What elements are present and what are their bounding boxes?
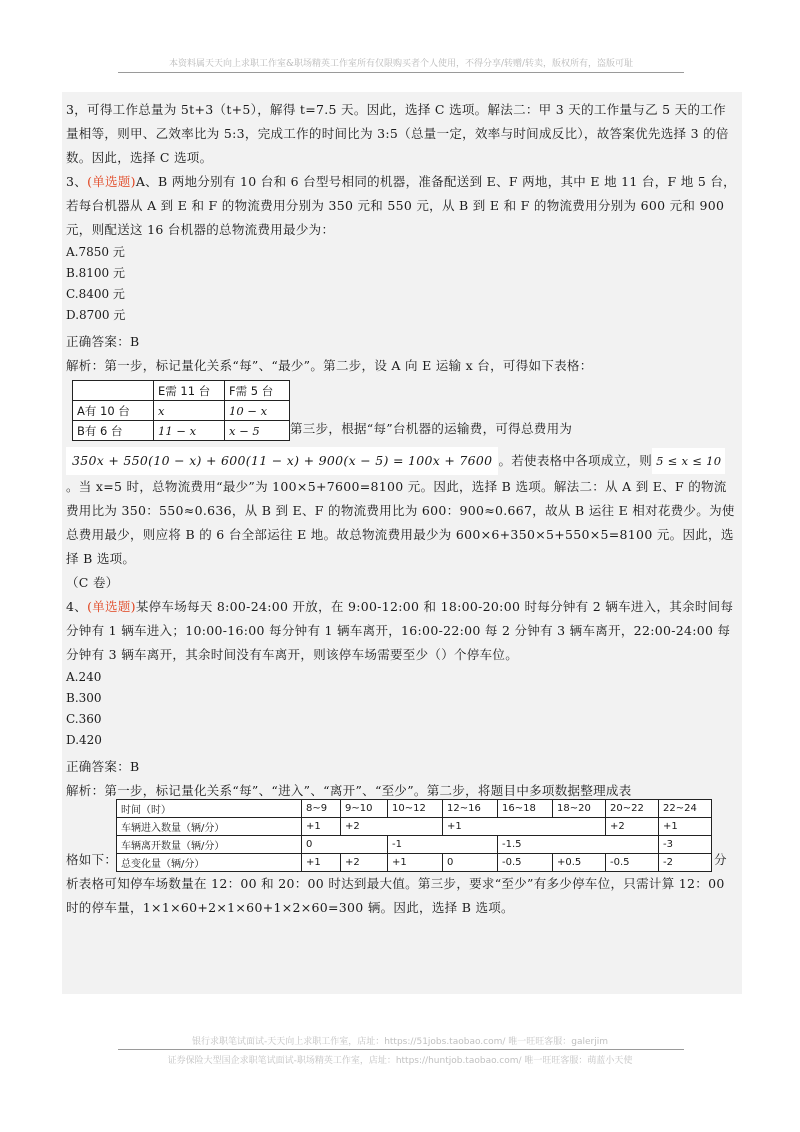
table-cell: 20~22 — [606, 800, 659, 818]
table-cell: +2 — [341, 818, 443, 836]
table-cell: +1 — [302, 854, 341, 872]
analysis-step-3: 。若使表格中各项成立，则 — [498, 453, 653, 468]
table-cell: E需 11 台 — [154, 381, 225, 401]
footer-line-2: 证券保险大型国企求职笔试面试-职场精英工作室，店址：https://huntjob.taobao.com/ 唯一旺旺客服：萌蓝小天使 — [167, 1056, 633, 1066]
option-d: D.420 — [66, 733, 102, 747]
option-a: A.240 — [66, 670, 102, 684]
analysis-lead: 格如下： — [66, 852, 118, 867]
answer: 正确答案：B — [66, 334, 140, 349]
table-cell: 0 — [443, 854, 498, 872]
footer-line-1: 银行求职笔试面试-天天向上求职工作室，店址：https://51jobs.taobao.com/ 唯一旺旺客服：galerjim — [191, 1037, 609, 1047]
page-header: 本资料属天天向上求职工作室&职场精英工作室所有仅限购买者个人使用，不得分享/转赠/转卖，版权所有，盗版可耻 — [168, 59, 634, 69]
option-c: C.8400 元 — [66, 287, 125, 301]
table-cell: 总变化量（辆/分） — [117, 854, 302, 872]
table-cell: x − 5 — [225, 421, 290, 441]
table-row — [117, 836, 712, 854]
table-cell: 12~16 — [443, 800, 498, 818]
table-cell: -1.5 — [498, 836, 659, 854]
table-cell: 车辆离开数量（辆/分） — [117, 836, 302, 854]
table-cell: +1 — [302, 818, 341, 836]
previous-solution: 3，可得工作总量为 5t+3（t+5），解得 t=7.5 天。因此，选择 C 选项。解法二：甲 3 天的工作量与乙 5 天的工作量相等，则甲、乙效率比为 5:3，完成工作的时间比为 3:5（总量一定，效率与时间成反比），故答案优先选择 3 的倍数。因此，选择 C 选项。 — [66, 102, 729, 165]
table-cell: -0.5 — [606, 854, 659, 872]
document-body — [62, 92, 742, 994]
analysis-step-1: 解析：第一步，标记量化关系“每”、“最少”。第二步，设 A 向 E 运输 x 台，可得如下表格： — [66, 358, 593, 373]
option-b: B.8100 元 — [66, 266, 125, 280]
footer-divider — [118, 1049, 684, 1050]
table-cell: 16~18 — [498, 800, 553, 818]
table-row — [117, 818, 712, 836]
table-row — [73, 381, 290, 401]
section-label: （C 卷） — [66, 575, 119, 590]
table-cell: x — [154, 401, 225, 421]
table-cell: 10~12 — [388, 800, 443, 818]
table-cell: 18~20 — [553, 800, 606, 818]
table-row — [73, 421, 290, 441]
table-cell: 8~9 — [302, 800, 341, 818]
question-4 — [66, 595, 738, 667]
table-cell: -1 — [388, 836, 498, 854]
parking-table — [116, 799, 712, 872]
table-row — [117, 854, 712, 872]
question-3 — [66, 170, 738, 242]
range-inequality: 5 ≤ x ≤ 10 — [652, 448, 725, 474]
question-type-tag: (单选题) — [87, 174, 136, 189]
table-cell: F需 5 台 — [225, 381, 290, 401]
question-number: 3、 — [66, 174, 88, 189]
table-cell: 22~24 — [659, 800, 712, 818]
table-cell: B有 6 台 — [73, 421, 154, 441]
header-divider — [118, 72, 684, 73]
table-cell: 9~10 — [341, 800, 388, 818]
analysis-step-2: 第三步，根据“每”台机器的运输费，可得总费用为 — [290, 421, 573, 436]
analysis-step-1: 解析：第一步，标记量化关系“每”、“进入”、“离开”、“至少”。第二步，将题目中多项数据整理成表 — [66, 783, 632, 798]
table-cell: +2 — [606, 818, 659, 836]
question-type-tag: (单选题) — [87, 599, 136, 614]
question-stem: 某停车场每天 8:00-24:00 开放，在 9:00-12:00 和 18:00-20:00 时每分钟有 2 辆车进入，其余时间每分钟有 1 辆车进入；10:00-16:00 每分钟有 1 辆车离开，16:00-22:00 每 2 分钟有 3 辆车离开，22:00-24:00 每分钟有 3 辆车离开，其余时间没有车离开，则该停车场需要至少（）个停车位。 — [66, 599, 734, 662]
option-c: C.360 — [66, 712, 102, 726]
table-cell: -0.5 — [498, 854, 553, 872]
table-cell: -3 — [659, 836, 712, 854]
table-cell: +1 — [443, 818, 606, 836]
table-cell: 时间（时） — [117, 800, 302, 818]
table-row — [117, 800, 712, 818]
table-cell: +1 — [659, 818, 712, 836]
table-cell: 0 — [302, 836, 388, 854]
table-cell — [73, 381, 154, 401]
table-cell: 车辆进入数量（辆/分） — [117, 818, 302, 836]
analysis-tail: 分 — [714, 852, 727, 867]
option-a: A.7850 元 — [66, 245, 125, 259]
question-number: 4、 — [66, 599, 88, 614]
table-cell: A有 10 台 — [73, 401, 154, 421]
analysis-step-2: 析表格可知停车场数量在 12：00 和 20：00 时达到最大值。第三步，要求“至少”有多少停车位，只需计算 12：00 时的停车量，1×1×60+2×1×60+1×2×60=300 辆。因此，选择 B 选项。 — [66, 876, 725, 915]
option-b: B.300 — [66, 691, 102, 705]
cost-formula: 350x + 550(10 − x) + 600(11 − x) + 900(x − 5) = 100x + 7600 — [66, 447, 498, 475]
answer: 正确答案：B — [66, 759, 140, 774]
option-d: D.8700 元 — [66, 308, 126, 322]
table-cell: +0.5 — [553, 854, 606, 872]
table-cell: -2 — [659, 854, 712, 872]
table-cell: 10 − x — [225, 401, 290, 421]
analysis-step-4: 。当 x=5 时，总物流费用“最少”为 100×5+7600=8100 元。因此，选择 B 选项。解法二：从 A 到 E、F 的物流费用比为 350：550≈0.636，从 B 到 E、F 的物流费用比为 600：900≈0.667，故从 B 运往 E 相对花费少。为使总费用最少，则应将 B 的 6 台全部运往 E 地。故总物流费用最少为 600×6+350×5+550×5=8100 元。因此，选择 B 选项。 — [66, 479, 735, 566]
table-cell: +2 — [341, 854, 388, 872]
question-stem: A、B 两地分别有 10 台和 6 台型号相同的机器，准备配送到 E、F 两地，其中 E 地 11 台，F 地 5 台，若每台机器从 A 到 E 和 F 的物流费用分别为 350 元和 550 元，从 B 到 E 和 F 的物流费用分别为 600 元和 900 元，则配送这 16 台机器的总物流费用最少为： — [66, 174, 736, 237]
transport-table — [72, 380, 290, 441]
table-cell: +1 — [388, 854, 443, 872]
table-cell: 11 − x — [154, 421, 225, 441]
table-row — [73, 401, 290, 421]
